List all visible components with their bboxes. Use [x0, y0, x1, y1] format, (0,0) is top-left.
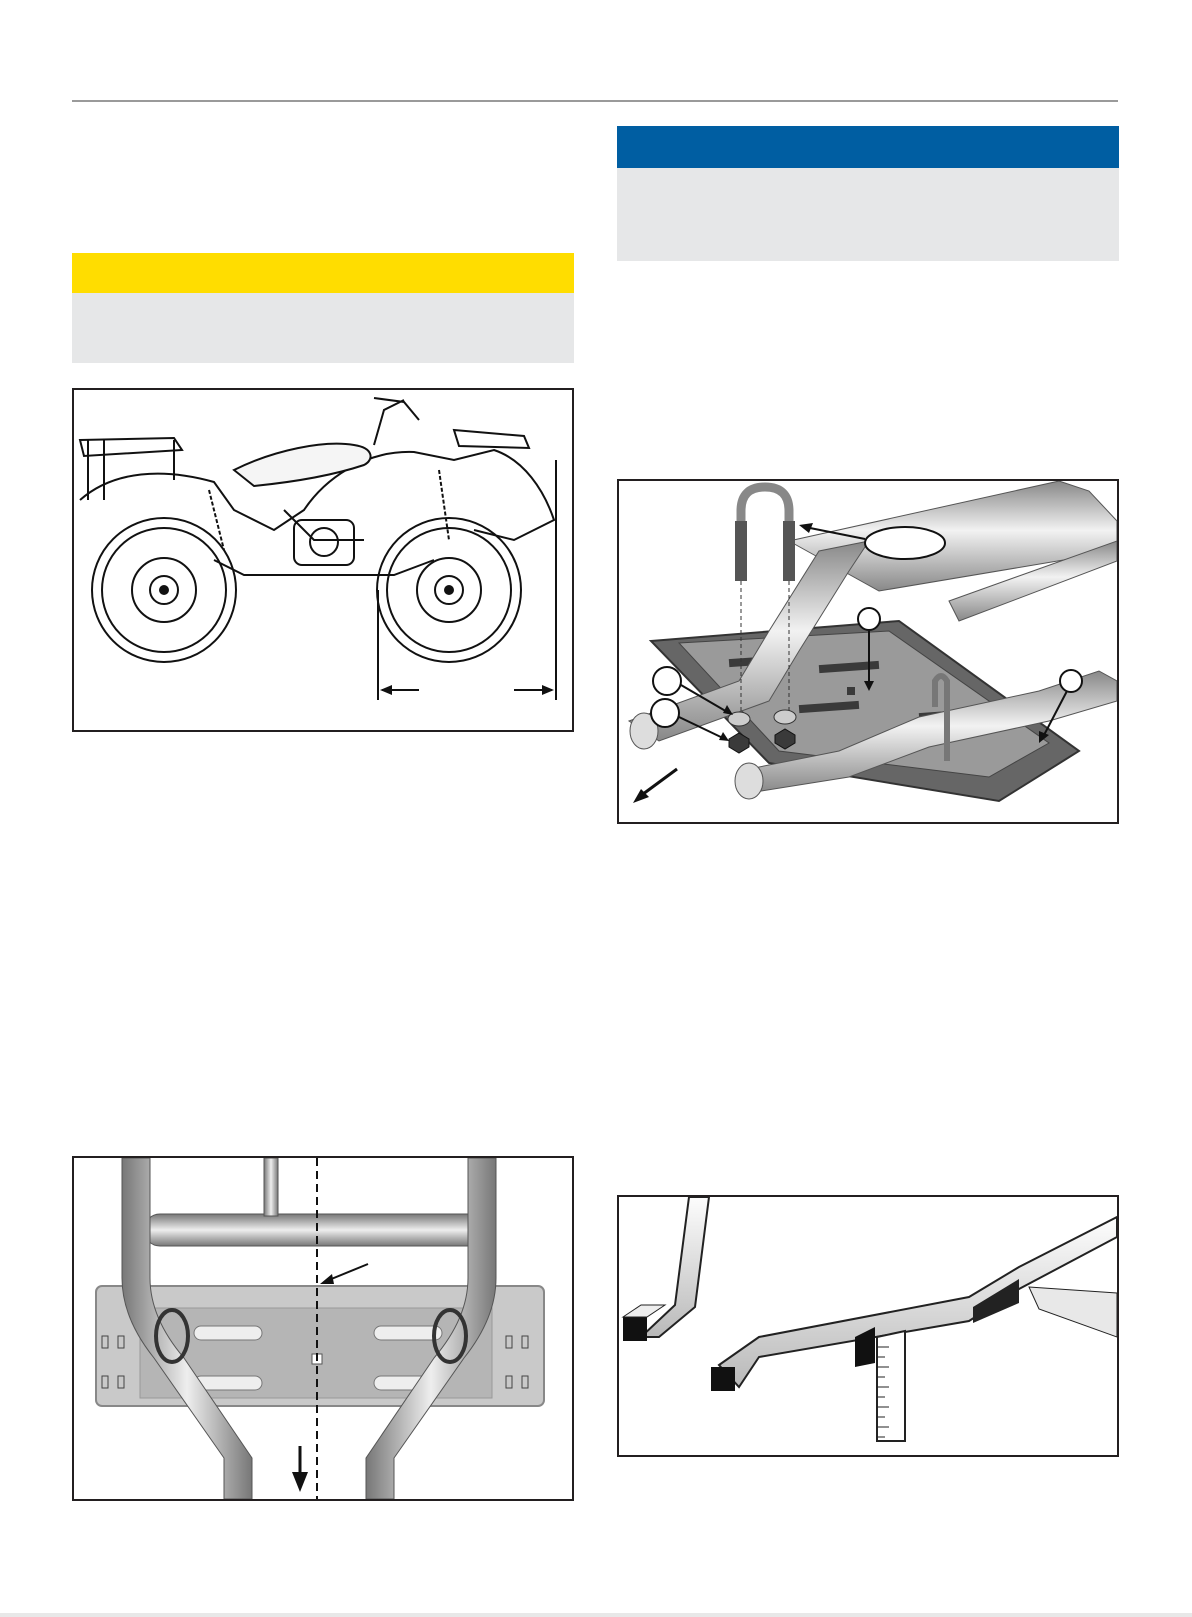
u-bolt-exploded — [741, 487, 789, 581]
plate-top-illustration — [74, 1158, 572, 1499]
left-frame-rail — [641, 1197, 709, 1337]
cross-member — [1029, 1287, 1117, 1337]
frame-height-measure-figure — [617, 1195, 1119, 1457]
cross-tube — [144, 1214, 494, 1246]
callout-washer — [653, 667, 681, 695]
frame-measure-illustration — [619, 1197, 1117, 1455]
plate-exploded-illustration — [619, 481, 1117, 822]
callout-tube — [1060, 670, 1082, 692]
atv-illustration — [74, 390, 572, 730]
callout-nut — [651, 699, 679, 727]
seat — [234, 444, 371, 486]
handlebar — [374, 398, 419, 445]
atv-side-view-figure — [72, 388, 574, 732]
washer-right — [774, 710, 796, 724]
plate-center-top-view-figure — [72, 1156, 574, 1501]
front-rack — [454, 430, 529, 448]
note-body-panel — [617, 168, 1119, 261]
engine — [294, 520, 354, 565]
forward-direction-arrow — [292, 1472, 308, 1492]
note-title-bar — [617, 126, 1119, 168]
callout-u-bolt — [865, 527, 945, 559]
rear-rack — [80, 438, 182, 456]
plate-exploded-view-figure — [617, 479, 1119, 824]
warning-body-panel — [72, 293, 574, 363]
warning-title-bar — [72, 253, 574, 293]
callout-plate — [858, 608, 880, 630]
page-bottom-edge — [0, 1613, 1192, 1617]
header-rule — [72, 100, 1118, 102]
